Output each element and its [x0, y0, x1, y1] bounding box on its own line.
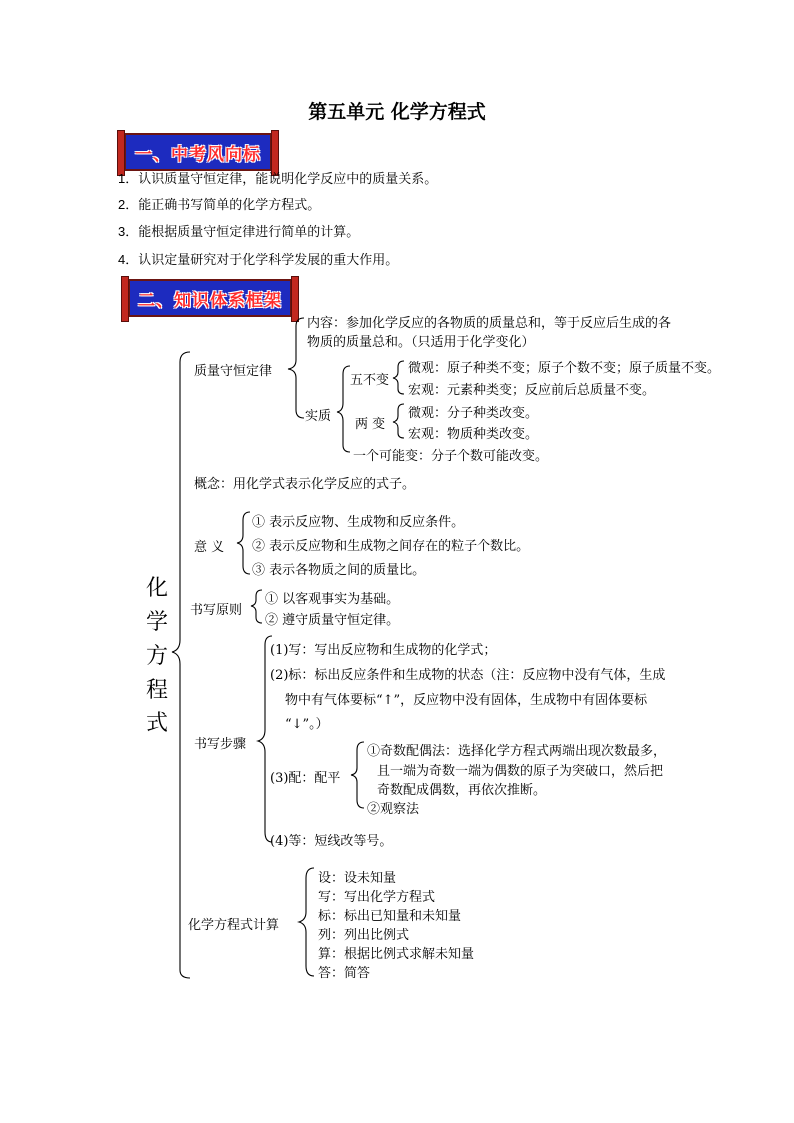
two-micro: 微观：分子种类改变。	[408, 406, 539, 421]
section-banner-2-label: 二、知识体系框架	[138, 291, 282, 311]
objective-3: 3．能根据质量守恒定律进行简单的计算。	[118, 224, 360, 239]
root-char-4: 程	[145, 678, 168, 703]
step-2-line3: “↓”。）	[285, 717, 329, 732]
balance-method-2: ②观察法	[367, 802, 420, 817]
conservation-label: 质量守恒定律	[194, 364, 273, 379]
two-changed-label: 两 变	[355, 417, 386, 432]
conservation-content-2: 物质的质量总和。（只适用于化学变化）	[307, 335, 535, 350]
meaning-label: 意 义	[194, 540, 225, 555]
essence-label: 实质	[305, 409, 332, 424]
root-char-5: 式	[145, 711, 168, 736]
concept-text: 概念：用化学式表示化学反应的式子。	[194, 477, 416, 492]
meaning-item-3: ③ 表示各物质之间的质量比。	[252, 563, 426, 578]
principle-item-1: ① 以客观事实为基础。	[265, 592, 400, 607]
step-3: (3)配：配平	[270, 771, 341, 786]
meaning-item-1: ① 表示反应物、生成物和反应条件。	[252, 515, 465, 530]
principle-label: 书写原则	[190, 603, 243, 618]
section-banner-1-label: 一、中考风向标	[135, 145, 261, 165]
steps-label: 书写步骤	[194, 737, 247, 752]
step-1: (1)写：写出反应物和生成物的化学式；	[270, 643, 497, 658]
maybe-changed: 一个可能变：分子个数可能改变。	[353, 449, 549, 464]
meaning-item-2: ② 表示反应物和生成物之间存在的粒子个数比。	[252, 539, 530, 554]
root-char-1: 化	[145, 576, 168, 601]
five-macro: 宏观：元素种类变；反应前后总质量不变。	[408, 383, 656, 398]
principle-item-2: ② 遵守质量守恒定律。	[265, 613, 400, 628]
balance-method-1-line3: 奇数配成偶数，再依次推断。	[377, 783, 547, 798]
step-2-line2: 物中有气体要标“↑”，反应物中没有固体，生成物中有固体要标	[285, 693, 648, 708]
step-4: (4)等：短线改等号。	[270, 834, 393, 849]
conservation-content-1: 内容：参加化学反应的各物质的质量总和，等于反应后生成的各	[307, 316, 672, 331]
balance-method-1-line2: 且一端为奇数一端为偶数的原子为突破口，然后把	[377, 764, 664, 779]
objective-2: 2．能正确书写简单的化学方程式。	[118, 197, 321, 212]
two-macro: 宏观：物质种类改变。	[408, 427, 539, 442]
balance-method-1-line1: ①奇数配偶法：选择化学方程式两端出现次数最多，	[367, 744, 667, 759]
five-micro: 微观：原子种类不变；原子个数不变；原子质量不变。	[408, 361, 721, 376]
calc-step-4: 列：列出比例式	[318, 928, 410, 943]
calc-label: 化学方程式计算	[188, 918, 280, 933]
objective-4: 4．认识定量研究对于化学科学发展的重大作用。	[118, 252, 399, 267]
root-char-2: 学	[145, 610, 168, 635]
calc-step-6: 答：简答	[318, 966, 371, 981]
calc-step-5: 算：根据比例式求解未知量	[318, 947, 475, 962]
step-2-line1: (2)标：标出反应条件和生成物的状态（注：反应物中没有气体，生成	[270, 668, 666, 683]
objective-1: 1．认识质量守恒定律，能说明化学反应中的质量关系。	[118, 171, 438, 186]
calc-step-3: 标：标出已知量和未知量	[318, 909, 462, 924]
five-unchanged-label: 五不变	[350, 373, 390, 388]
calc-step-2: 写：写出化学方程式	[318, 890, 436, 905]
page-title: 第五单元 化学方程式	[308, 101, 486, 123]
calc-step-1: 设：设未知量	[318, 871, 397, 886]
root-char-3: 方	[145, 644, 168, 669]
